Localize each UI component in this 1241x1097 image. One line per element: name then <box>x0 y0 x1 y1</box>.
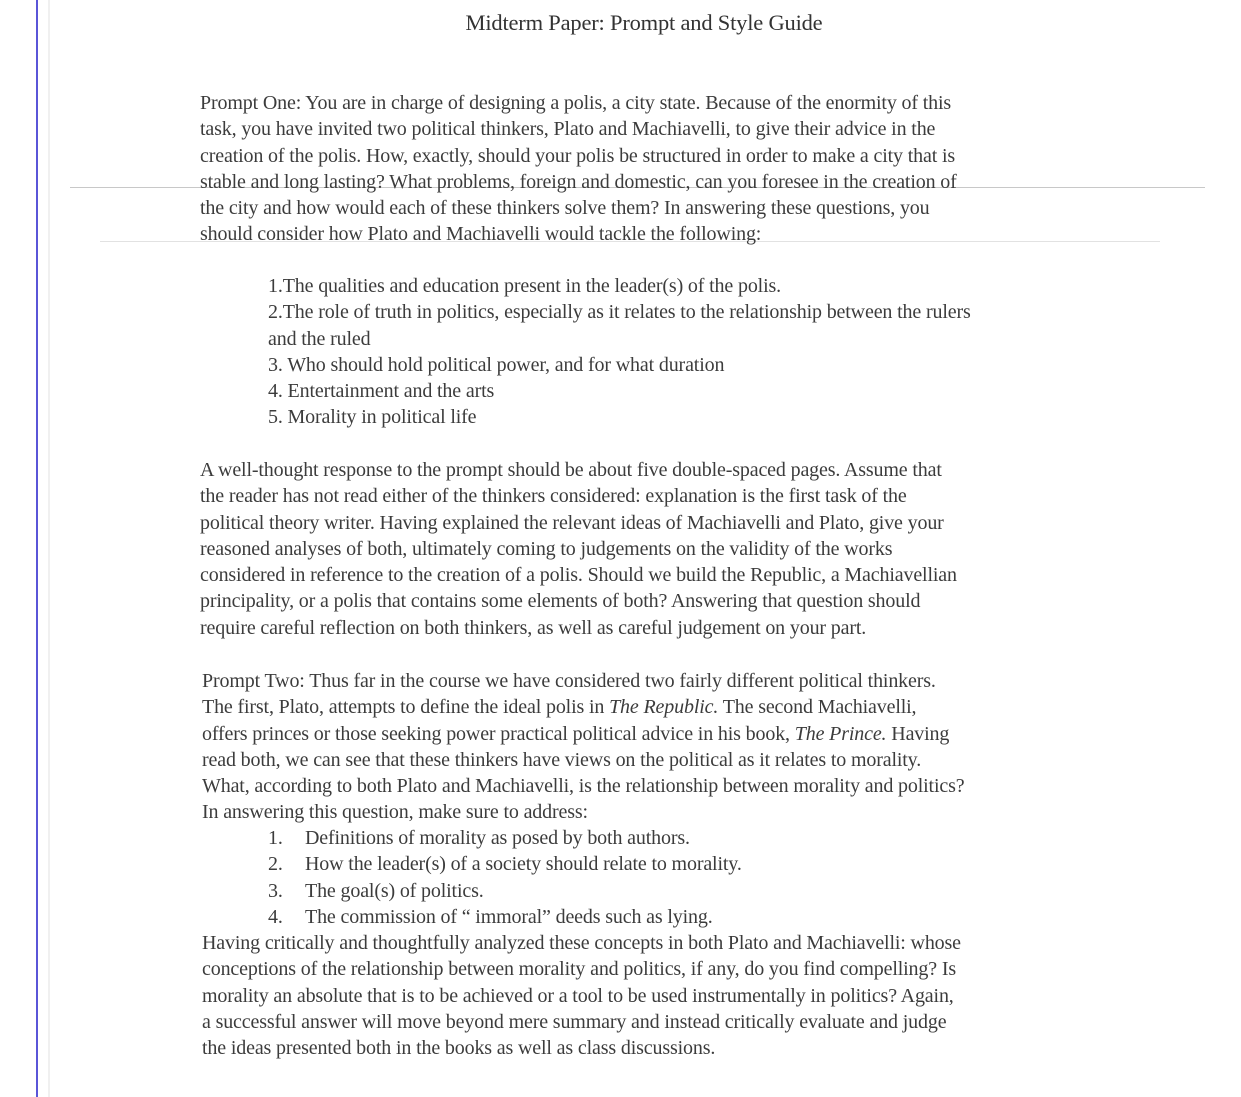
list-item: 4. Entertainment and the arts <box>268 380 495 403</box>
text-line: require careful reflection on both thinkers, as well as careful judgement on your part. <box>200 616 867 639</box>
text-line: Prompt Two: Thus far in the course we have considered two fairly different political thinkers. <box>202 670 936 692</box>
list-text: The commission of “ immoral” deeds such as lying. <box>305 905 713 928</box>
list-number: 1. <box>268 827 283 849</box>
text-fragment: The first, Plato, attempts to define the ideal polis in <box>202 696 610 719</box>
text-line: political theory writer. Having explained the relevant ideas of Machiavelli and Plato, give your <box>200 511 944 534</box>
text-line: stable and long lasting? What problems, foreign and domestic, can you foresee in the creation of <box>200 170 957 193</box>
guidance-paragraph <box>200 457 1100 641</box>
text-line: reasoned analyses of both, ultimately coming to judgements on the validity of the works <box>200 537 893 560</box>
text-line: a successful answer will move beyond mere summary and instead critically evaluate and judge <box>202 1010 947 1033</box>
document-title: Midterm Paper: Prompt and Style Guide <box>465 10 823 35</box>
list-text: How the leader(s) of a society should relate to morality. <box>305 853 742 876</box>
text-line: read both, we can see that these thinkers have views on the political as it relates to morality. <box>202 748 922 771</box>
text-line: creation of the polis. How, exactly, should your polis be structured in order to make a city that is <box>200 144 955 167</box>
text-line: task, you have invited two political thinkers, Plato and Machiavelli, to give their advice in the <box>200 118 936 141</box>
prompt-two-paragraph <box>202 668 1102 826</box>
text-fragment: Having <box>886 722 950 745</box>
text-line: morality an absolute that is to be achieved or a tool to be used instrumentally in politics? Again, <box>202 984 954 1007</box>
list-item-continuation: and the ruled <box>268 327 371 350</box>
text-line: the city and how would each of these thinkers solve them? In answering these questions, you <box>200 197 930 220</box>
text-fragment: The second Machiavelli, <box>718 696 917 719</box>
list-item <box>268 851 742 877</box>
prompt-one-paragraph <box>200 90 1100 248</box>
text-line: considered in reference to the creation of a polis. Should we build the Republic, a Machiavellian <box>200 564 957 587</box>
text-line: the ideas presented both in the books as well as class discussions. <box>202 1037 716 1060</box>
page-margin-line <box>36 0 38 1097</box>
book-title-prince: The Prince. <box>794 722 887 745</box>
text-line: What, according to both Plato and Machiavelli, is the relationship between morality and politics? <box>202 775 965 798</box>
text-line: Having critically and thoughtfully analyzed these concepts in both Plato and Machiavelli: whose <box>202 932 961 954</box>
list-item: 3. Who should hold political power, and for what duration <box>268 353 725 376</box>
text-line: principality, or a polis that contains some elements of both? Answering that question should <box>200 590 921 613</box>
text-line: Prompt One: You are in charge of designing a polis, a city state. Because of the enormity of this <box>200 92 952 114</box>
list-text: The goal(s) of politics. <box>305 879 484 902</box>
list-number: 2. <box>268 853 283 876</box>
text-line <box>202 721 1102 747</box>
list-item <box>268 878 742 904</box>
prompt-two-list <box>268 825 742 930</box>
text-line: In answering this question, make sure to address: <box>202 801 588 824</box>
conclusion-paragraph <box>202 930 1102 1061</box>
list-item <box>268 904 742 930</box>
text-line: the reader has not read either of the thinkers considered: explanation is the first task of the <box>200 485 907 508</box>
text-fragment: offers princes or those seeking power practical political advice in his book, <box>202 722 795 745</box>
book-title-republic: The Republic. <box>609 696 719 719</box>
list-item: 2.The role of truth in politics, especially as it relates to the relationship between the rulers <box>268 301 971 324</box>
text-line: A well-thought response to the prompt should be about five double-spaced pages. Assume that <box>200 459 942 481</box>
prompt-one-list <box>268 273 1108 431</box>
text-line: should consider how Plato and Machiavelli would tackle the following: <box>200 223 762 246</box>
list-number: 3. <box>268 879 283 902</box>
list-text: Definitions of morality as posed by both authors. <box>305 827 690 849</box>
list-number: 4. <box>268 905 283 928</box>
text-line: conceptions of the relationship between morality and politics, if any, do you find compelling? Is <box>202 958 956 981</box>
list-item: 5. Morality in political life <box>268 406 477 429</box>
list-item: 1.The qualities and education present in the leader(s) of the polis. <box>268 275 781 297</box>
page-edge-shadow <box>48 0 50 1097</box>
text-line <box>202 694 1102 720</box>
list-item <box>268 825 742 851</box>
